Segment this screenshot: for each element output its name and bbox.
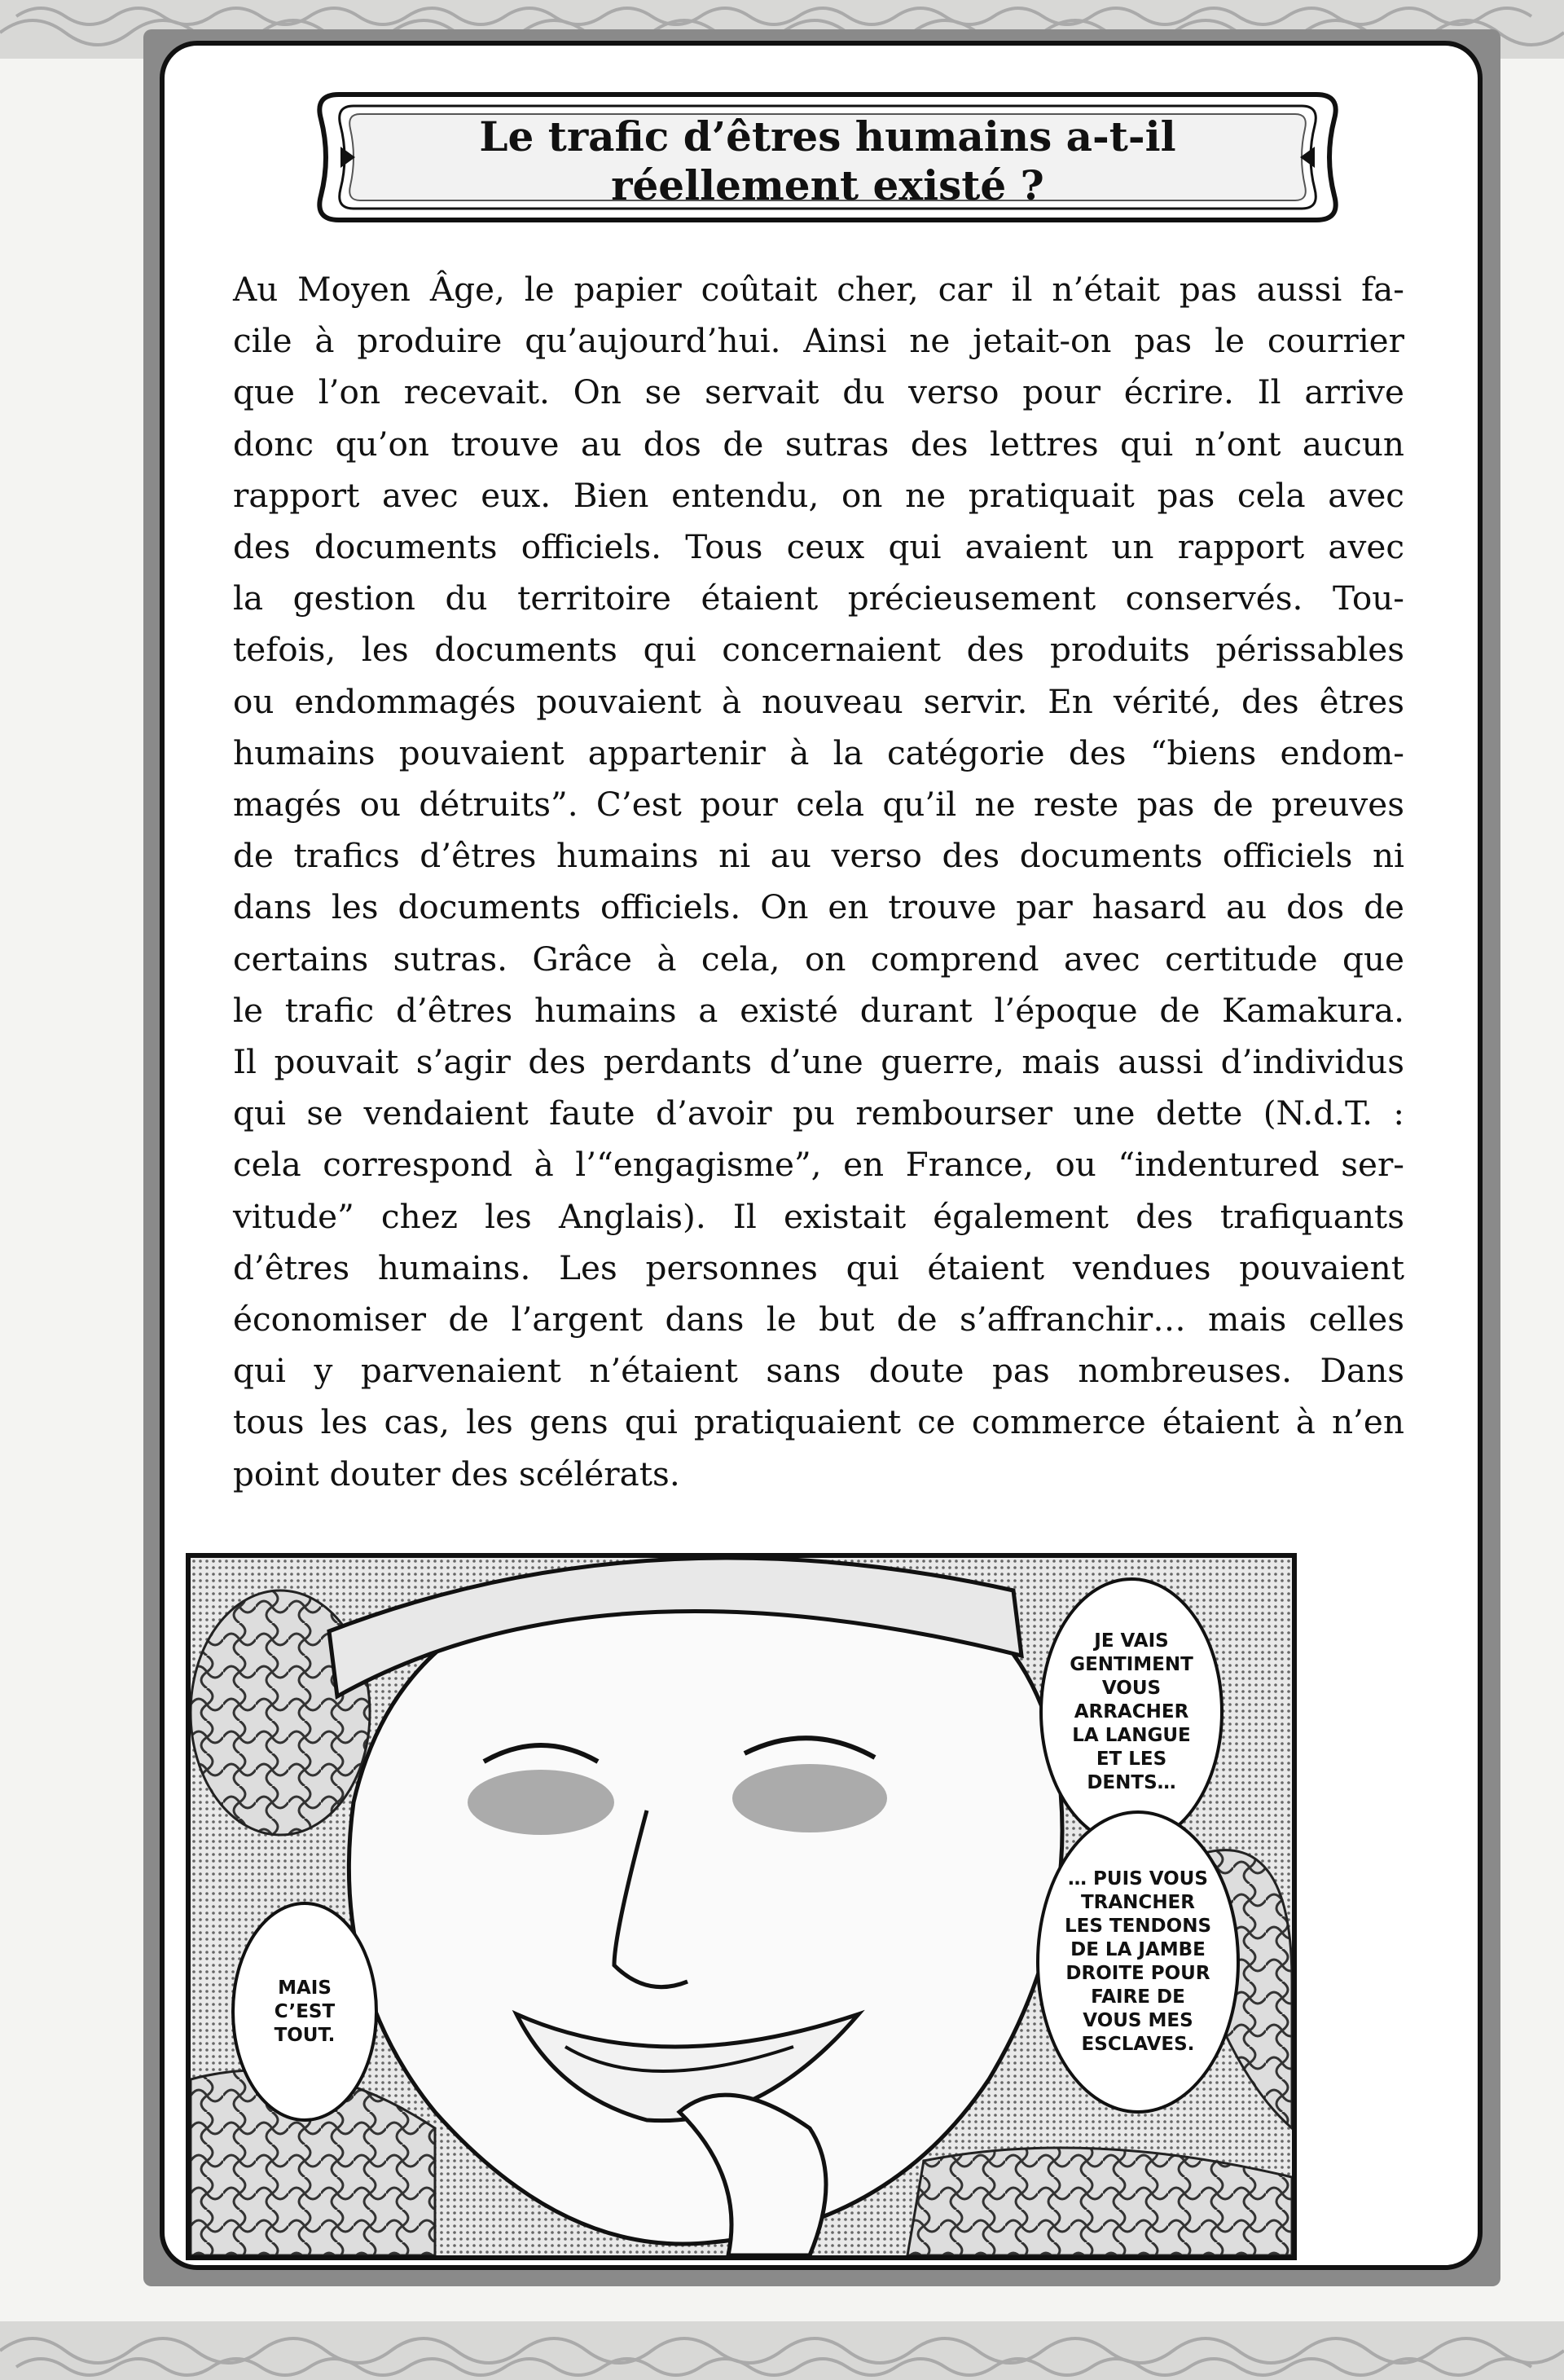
- bubble-2-line: DE LA JAMBE: [1070, 1939, 1206, 1960]
- article-body: [233, 264, 1404, 1500]
- body-line: qui y parvenaient n’étaient sans doute pas nombreuses. Dans: [233, 1351, 1404, 1391]
- body-line: économiser de l’argent dans le but de s’affranchir… mais celles: [233, 1300, 1404, 1340]
- bubble-2-line: TRANCHER: [1080, 1892, 1195, 1913]
- body-line: cile à produire qu’aujourd’hui. Ainsi ne jetait-on pas le courrier: [233, 321, 1404, 361]
- body-line: de trafics d’êtres humains ni au verso des documents officiels ni: [233, 836, 1404, 876]
- bubble-2-line: LES TENDONS: [1064, 1916, 1212, 1937]
- body-line: la gestion du territoire étaient précieusement conservés. Tou-: [233, 579, 1404, 618]
- body-line: tous les cas, les gens qui pratiquaient ce commerce étaient à n’en: [233, 1402, 1404, 1442]
- body-line: Il pouvait s’agir des perdants d’une guerre, mais aussi d’individus: [233, 1042, 1404, 1082]
- bubble-1-line: LA LANGUE: [1072, 1724, 1191, 1746]
- body-line: que l’on recevait. On se servait du verso pour écrire. Il arrive: [233, 372, 1404, 412]
- body-line: le trafic d’êtres humains a existé durant l’époque de Kamakura.: [233, 990, 1404, 1030]
- bubble-1-line: DENTS…: [1087, 1771, 1176, 1793]
- bubble-1-line: VOUS: [1101, 1677, 1162, 1699]
- bubble-3-line: C’EST: [274, 2000, 336, 2022]
- body-line: certains sutras. Grâce à cela, on comprend avec certitude que: [233, 939, 1404, 979]
- page-title: [404, 112, 1251, 210]
- body-line: rapport avec eux. Bien entendu, on ne pratiquait pas cela avec: [233, 475, 1404, 515]
- page-title-line-1: Le trafic d’êtres humains a-t-il: [479, 112, 1176, 161]
- bubble-2-line: VOUS MES: [1083, 2010, 1193, 2031]
- bubble-1-line: JE VAIS: [1094, 1630, 1169, 1652]
- body-line: point douter des scélérats.: [233, 1454, 680, 1494]
- body-line: Au Moyen Âge, le papier coûtait cher, car il n’était pas aussi fa-: [233, 270, 1404, 309]
- body-line: vitude” chez les Anglais). Il existait également des trafiquants: [233, 1196, 1404, 1236]
- bubble-3-line: TOUT.: [274, 2024, 336, 2046]
- bubble-2-line: DROITE POUR: [1065, 1963, 1210, 1984]
- bubble-2-line: … PUIS VOUS: [1068, 1868, 1208, 1889]
- body-line: d’êtres humains. Les personnes qui étaient vendues pouvaient: [233, 1247, 1404, 1287]
- body-line: qui se vendaient faute d’avoir pu rembourser une dette (N.d.T. :: [233, 1093, 1404, 1133]
- bubble-1-line: GENTIMENT: [1070, 1653, 1193, 1675]
- speech-bubble-2: [1036, 1810, 1240, 2114]
- page-title-line-2: réellement existé ?: [611, 161, 1044, 209]
- body-line: tefois, les documents qui concernaient des produits périssables: [233, 630, 1404, 670]
- bubble-1-line: ET LES: [1096, 1748, 1167, 1770]
- body-line: dans les documents officiels. On en trouve par hasard au dos de: [233, 887, 1404, 927]
- manga-panel: [186, 1553, 1297, 2260]
- bubble-3-line: MAIS: [278, 1977, 332, 1999]
- speech-bubble-1: [1039, 1577, 1224, 1846]
- body-line: ou endommagés pouvaient à nouveau servir. En vérité, des êtres: [233, 681, 1404, 721]
- title-badge: [306, 78, 1349, 236]
- body-line: donc qu’on trouve au dos de sutras des lettres qui n’ont aucun: [233, 424, 1404, 464]
- decorative-bottom-border: [0, 2321, 1564, 2380]
- bubble-1-line: ARRACHER: [1074, 1700, 1189, 1722]
- speech-bubble-3: [231, 1902, 378, 2122]
- body-line: magés ou détruits”. C’est pour cela qu’il ne reste pas de preuves: [233, 785, 1404, 825]
- body-line: des documents officiels. Tous ceux qui avaient un rapport avec: [233, 527, 1404, 567]
- body-line: humains pouvaient appartenir à la catégorie des “biens endom-: [233, 732, 1404, 772]
- body-line: cela correspond à l’“engagisme”, en France, ou “indentured ser-: [233, 1145, 1404, 1185]
- bubble-2-line: ESCLAVES.: [1081, 2034, 1195, 2055]
- bubble-2-line: FAIRE DE: [1091, 1986, 1185, 2008]
